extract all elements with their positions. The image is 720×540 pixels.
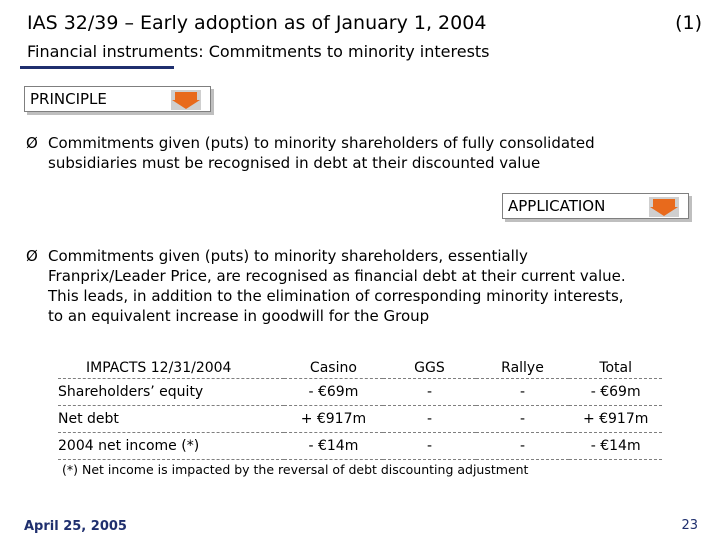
application-line: Franprix/Leader Price, are recognised as financial debt at their current value. (48, 267, 626, 285)
table-footnote: (*) Net income is impacted by the reversal of debt discounting adjustment (62, 462, 529, 477)
cell-casino: + €917m (284, 406, 384, 433)
cell-ggs: - (383, 433, 475, 460)
header-total: Total (569, 348, 662, 379)
principle-line: subsidiaries must be recognised in debt at their discounted value (48, 154, 541, 172)
cell-casino: - €69m (284, 379, 384, 406)
table-row (58, 406, 662, 433)
cell-rallye: - (476, 406, 570, 433)
cell-rallye: - (476, 433, 570, 460)
table-header-row (58, 348, 662, 379)
principle-label: PRINCIPLE (30, 90, 107, 108)
cell-total: + €917m (569, 406, 662, 433)
header-ggs: GGS (383, 348, 475, 379)
cell-casino: - €14m (284, 433, 384, 460)
cell-total: - €14m (569, 433, 662, 460)
table-row (58, 379, 662, 406)
title-underline (20, 66, 174, 69)
principle-bullet-marker: Ø (26, 134, 38, 152)
slide-index: (1) (675, 12, 702, 34)
application-line: to an equivalent increase in goodwill for the Group (48, 307, 430, 325)
cell-total: - €69m (569, 379, 662, 406)
cell-ggs: - (383, 379, 475, 406)
arrow-down-icon (649, 197, 679, 217)
cell-rallye: - (476, 379, 570, 406)
application-line: Commitments given (puts) to minority shareholders, essentially (48, 247, 528, 265)
application-label-box (502, 193, 689, 219)
header-rallye: Rallye (476, 348, 570, 379)
principle-bullet-text (48, 133, 595, 173)
page-number: 23 (681, 518, 698, 533)
application-label: APPLICATION (508, 197, 606, 215)
principle-line: Commitments given (puts) to minority shareholders of fully consolidated (48, 134, 595, 152)
header-impacts: IMPACTS 12/31/2004 (58, 348, 284, 379)
principle-label-box (24, 86, 211, 112)
arrow-down-icon (171, 90, 201, 110)
footer-date: April 25, 2005 (24, 519, 127, 534)
application-line: This leads, in addition to the elimination of corresponding minority interests, (48, 287, 624, 305)
cell-ggs: - (383, 406, 475, 433)
page-subtitle: Financial instruments: Commitments to minority interests (27, 42, 490, 61)
application-bullet-marker: Ø (26, 247, 38, 265)
row-label: Shareholders’ equity (58, 379, 284, 406)
impacts-table (58, 348, 662, 460)
application-bullet-text (48, 246, 626, 326)
row-label: Net debt (58, 406, 284, 433)
header-casino: Casino (284, 348, 384, 379)
row-label: 2004 net income (*) (58, 433, 284, 460)
page-title: IAS 32/39 – Early adoption as of January 1, 2004 (27, 12, 487, 34)
table-row (58, 433, 662, 460)
